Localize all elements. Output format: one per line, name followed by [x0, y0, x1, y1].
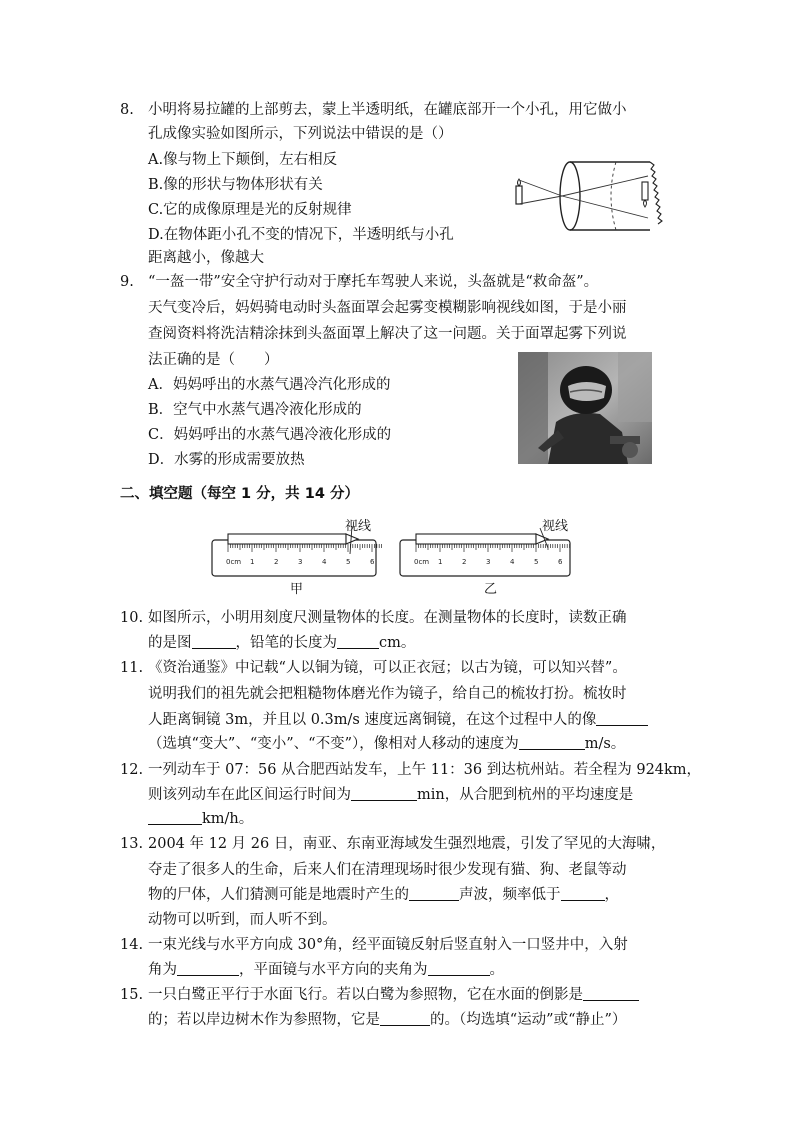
q9-number: 9. [120, 274, 134, 290]
ruler-jia-caption: 甲 [290, 582, 304, 597]
q8-stem-line1: 小明将易拉罐的上部剪去，蒙上半透明纸，在罐底部开一个小孔，用它做小 [148, 102, 627, 118]
q10-blank-length[interactable] [337, 633, 379, 649]
ruler-yi-tick-label: 6 [558, 558, 563, 566]
q8-number: 8. [120, 102, 134, 118]
q13-line4: 动物可以听到，而人听不到。 [148, 912, 337, 928]
q12-blank-time[interactable] [351, 785, 417, 801]
q8-option-b: B.像的形状与物体形状有关 [148, 177, 323, 193]
q13-number: 13. [120, 836, 144, 852]
q11-line3 [148, 710, 648, 730]
ruler-yi-tick-label: 5 [534, 558, 539, 566]
q11-line4 [148, 734, 625, 754]
q10-text-b: ，铅笔的长度为 [235, 635, 337, 651]
q9-option-b: B．空气中水蒸气遇冷液化形成的 [148, 402, 362, 418]
q10-line1: 如图所示，小明用刻度尺测量物体的长度。在测量物体的长度时，读数正确 [148, 610, 627, 626]
q14-number: 14. [120, 937, 144, 953]
q13-line2: 夺走了很多人的生命，后来人们在清理现场时很少发现有猫、狗、老鼠等动 [148, 862, 627, 878]
q10-number: 10. [120, 610, 144, 626]
ruler-yi-tick-label: 2 [462, 558, 467, 566]
q15-line1 [148, 985, 639, 1005]
q10-line2 [148, 633, 415, 653]
q14-text-b: ，平面镜与水平方向的夹角为 [239, 962, 428, 978]
q12-line2 [148, 785, 633, 805]
q12-text-b: min，从合肥到杭州的平均速度是 [417, 787, 634, 803]
q13-blank-frequency[interactable] [561, 885, 605, 901]
q15-text-b: 的；若以岸边树木作为参照物，它是 [148, 1012, 380, 1028]
q12-number: 12. [120, 762, 144, 778]
q9-stem-line3: 查阅资料将洗洁精涂抹到头盔面罩上解决了这一问题。关于面罩起雾下列说 [148, 326, 627, 342]
q11-number: 11. [120, 660, 144, 676]
q8-option-c: C.它的成像原理是光的反射规律 [148, 202, 352, 218]
q12-line1: 一列动车于 07：56 从合肥西站发车，上午 11：36 到达杭州站。若全程为 924km， [148, 762, 702, 778]
q8-option-d: D.在物体距小孔不变的情况下，半透明纸与小孔 [148, 227, 454, 243]
q13-text-b: 声波，频率低于 [459, 887, 561, 903]
q15-text-a: 一只白鹭正平行于水面飞行。若以白鹭为参照物，它在水面的倒影是 [148, 987, 583, 1003]
q9-stem-line4: 法正确的是（ ） [148, 352, 279, 368]
ruler-jia-tick-label: 1 [250, 558, 255, 566]
ruler-yi-caption: 乙 [484, 582, 498, 597]
q14-line1: 一束光线与水平方向成 30°角，经平面镜反射后竖直射入一口竖井中，入射 [148, 937, 628, 953]
q15-blank-reflection[interactable] [583, 985, 639, 1001]
q15-line2 [148, 1010, 626, 1030]
q8-option-a: A.像与物上下颠倒，左右相反 [148, 152, 338, 168]
q9-stem-line1: “一盔一带”安全守护行动对于摩托车驾驶人来说，头盔就是“救命盔”。 [148, 274, 599, 290]
q11-blank-speed[interactable] [519, 734, 585, 750]
q14-line2 [148, 960, 504, 980]
q9-option-a: A．妈妈呼出的水蒸气遇冷汽化形成的 [148, 377, 391, 393]
ruler-yi-tick-label: 4 [510, 558, 515, 566]
ruler-jia-tick-label: 6 [370, 558, 375, 566]
ruler-jia-tick-label: 4 [322, 558, 327, 566]
q9-option-c: C．妈妈呼出的水蒸气遇冷液化形成的 [148, 427, 392, 443]
q11-line1: 《资治通鉴》中记载“人以铜为镜，可以正衣冠；以古为镜，可以知兴替”。 [148, 660, 627, 676]
q10-text-a: 的是图 [148, 635, 192, 651]
q11-text-c: m/s。 [584, 736, 626, 752]
ruler-yi-sightline-label: 视线 [542, 519, 569, 534]
ruler-jia-tick-label: 3 [298, 558, 303, 566]
q9-option-d: D．水雾的形成需要放热 [148, 452, 305, 468]
q12-text-a: 则该列动车在此区间运行时间为 [148, 787, 351, 803]
q11-text-b: （选填“变大”、“变小”、“不变”），像相对人移动的速度为 [148, 736, 519, 752]
section-2-title: 二、填空题（每空 1 分，共 14 分） [120, 486, 359, 502]
q15-blank-motion[interactable] [380, 1010, 430, 1026]
ruler-jia-tick-label: 5 [346, 558, 351, 566]
q11-line2: 说明我们的祖先就会把粗糙物体磨光作为镜子，给自己的梳妆打扮。梳妆时 [148, 686, 627, 702]
helmet-rider-photo [518, 352, 652, 464]
q13-line1: 2004 年 12 月 26 日，南亚、东南亚海域发生强烈地震，引发了罕见的大海啸， [148, 836, 666, 852]
q14-blank-incident-angle[interactable] [177, 960, 239, 976]
ruler-jia-tick-label: 0cm [226, 558, 242, 566]
q11-blank-image-size[interactable] [596, 710, 648, 726]
q14-text-a: 角为 [148, 962, 177, 978]
q13-text-a: 物的尸体，人们猜测可能是地震时产生的 [148, 887, 409, 903]
q15-number: 15. [120, 987, 144, 1003]
q13-line3 [148, 885, 619, 905]
q14-text-c: 。 [489, 962, 504, 978]
q15-text-c: 的。（均选填“运动”或“静止”） [430, 1012, 627, 1028]
q10-blank-figure[interactable] [192, 633, 236, 649]
ruler-jia-tick-label: 2 [274, 558, 279, 566]
q14-blank-mirror-angle[interactable] [428, 960, 490, 976]
q9-stem-line2: 天气变冷后，妈妈骑电动时头盔面罩会起雾变模糊影响视线如图，于是小丽 [148, 300, 627, 316]
q13-text-c: ， [604, 887, 619, 903]
q12-blank-speed[interactable] [148, 809, 202, 825]
q12-text-c: km/h。 [202, 811, 254, 827]
ruler-jia-sightline-label: 视线 [345, 519, 372, 534]
q12-line3 [148, 809, 253, 829]
q8-stem-line2: 孔成像实验如图所示，下列说法中错误的是（） [148, 126, 453, 142]
q8-option-d-cont: 距离越小，像越大 [148, 250, 264, 266]
pinhole-camera-figure [508, 148, 673, 240]
ruler-yi-tick-label: 1 [438, 558, 443, 566]
ruler-yi-tick-label: 3 [486, 558, 491, 566]
q10-text-c: cm。 [379, 635, 416, 651]
q11-text-a: 人距离铜镜 3m，并且以 0.3m/s 速度远离铜镜，在这个过程中人的像 [148, 712, 597, 728]
q13-blank-wave-type[interactable] [409, 885, 459, 901]
ruler-yi-tick-label: 0cm [414, 558, 430, 566]
